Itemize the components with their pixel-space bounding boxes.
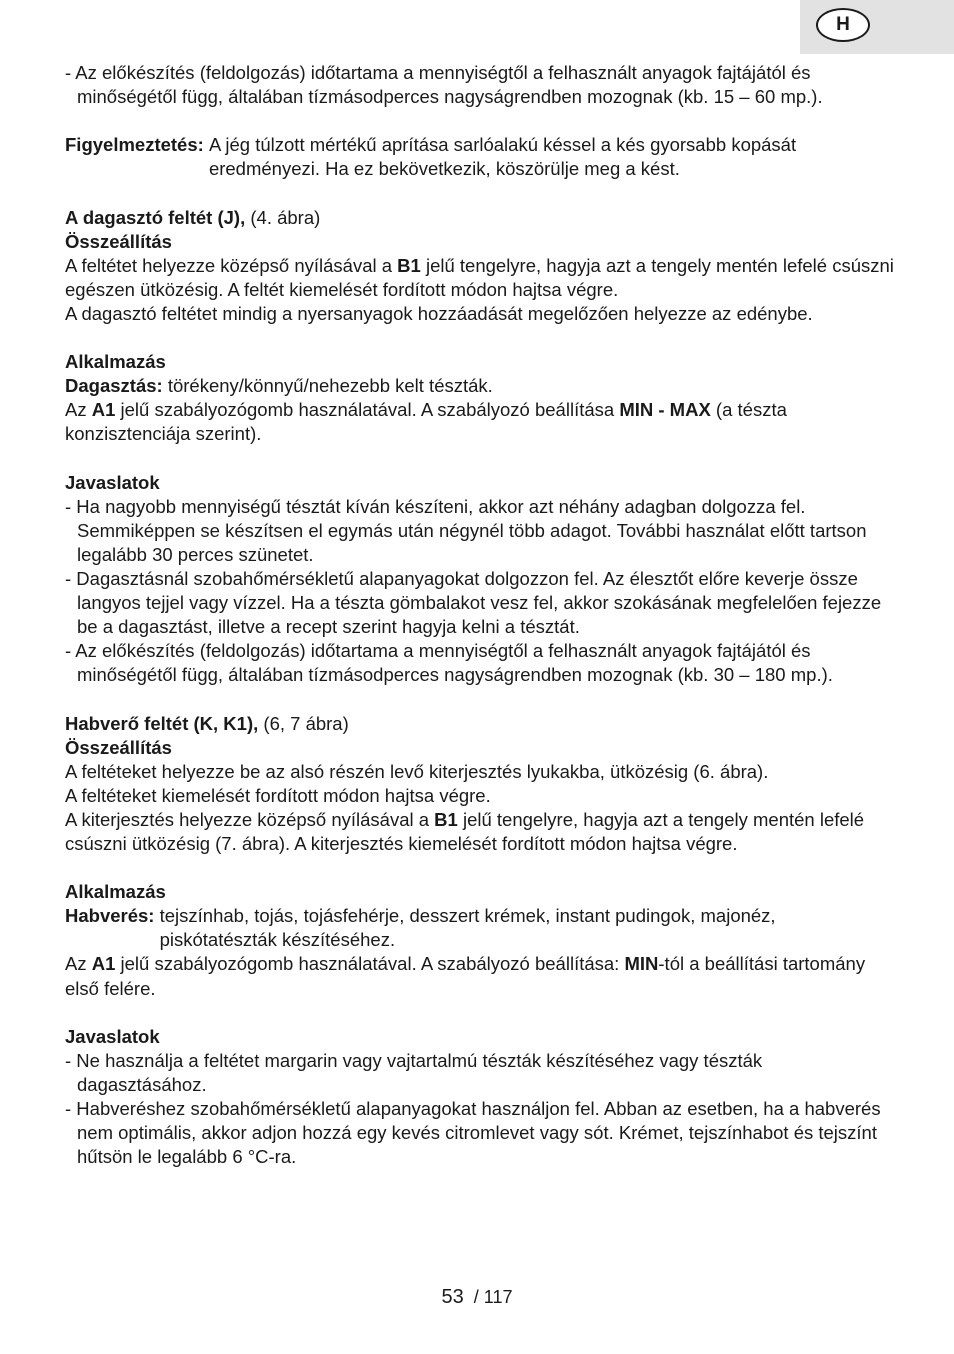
language-badge: H [816, 8, 870, 42]
section-title-kneading: A dagasztó feltét (J), (4. ábra) [65, 206, 321, 228]
page-content [65, 61, 895, 1169]
paragraph: A feltétet helyezze középső nyílásával a B1 jelű tengelyre, hagyja azt a tengely mentén lefelé csúszni egészen ütközésig. A feltét kiemelését fordított módon hajtsa végre. [65, 254, 894, 300]
subheading-usage: Alkalmazás [65, 351, 166, 373]
subheading-assembly: Összeállítás [65, 736, 172, 758]
paragraph: Az A1 jelű szabályozógomb használatával. A szabályozó beállítása: MIN-tól a beállítási tartomány első felére. [65, 953, 866, 999]
list-item: - Ha nagyobb mennyiségű tésztát kíván készíteni, akkor azt néhány adagban dolgozza fel. Semmiképpen se készítsen el egymás után négynél több adagot. További használat előtt tartson legalább 30 perces szünetet. [65, 495, 867, 565]
list-item: - Dagasztásnál szobahőmérsékletű alapanyagokat dolgozzon fel. Az élesztőt előre keverje össze langyos tejjel vagy vízzel. Ha a tészta gömbalakot vesz fel, akkor szokásának megfelelően fejezze be a dagasztást, illetve a recept szerint hagyja kelni a tésztát. [65, 567, 882, 638]
list-item: - Az előkészítés (feldolgozás) időtartama a mennyiségtől a felhasznált anyagok fajtájától és minőségétől függ, általában tízmásodperces nagyságrendben mozognak (kb. 30 – 180 mp.). [65, 640, 833, 686]
subheading-assembly: Összeállítás [65, 230, 172, 252]
subheading-usage: Alkalmazás [65, 881, 166, 903]
subheading-tips: Javaslatok [65, 1025, 160, 1047]
total-pages: / 117 [473, 1287, 513, 1307]
paragraph: Dagasztás: törékeny/könnyű/nehezebb kelt tészták. [65, 375, 493, 397]
section-title-whisk: Habverő feltét (K, K1), (6, 7 ábra) [65, 712, 349, 734]
warning-note [65, 133, 895, 181]
paragraph: A kiterjesztés helyezze középső nyílásával a B1 jelű tengelyre, hagyja azt a tengely mentén lefelé csúszni ütközésig (7. ábra). A kiterjesztés kiemelését fordított módon hajtsa végre. [65, 808, 865, 854]
paragraph: A dagasztó feltétet mindig a nyersanyagok hozzáadását megelőzően helyezze az edénybe. [65, 302, 813, 324]
current-page: 53 [441, 1286, 464, 1308]
page-number [0, 1286, 954, 1309]
whipping-usage [65, 904, 895, 952]
paragraph: Az A1 jelű szabályozógomb használatával. A szabályozó beállítása MIN - MAX (a tészta konzisztenciája szerint). [65, 399, 787, 445]
whipping-text: tejszínhab, tojás, tojásfehérje, desszert krémek, instant pudingok, majonéz, piskótatészták készítéséhez. [159, 905, 776, 951]
subheading-tips: Javaslatok [65, 471, 160, 493]
paragraph: A feltéteket kiemelését fordított módon hajtsa végre. [65, 784, 491, 806]
paragraph: A feltéteket helyezze be az alsó részén levő kiterjesztés lyukakba, ütközésig (6. ábra). [65, 760, 769, 782]
list-item: - Az előkészítés (feldolgozás) időtartama a mennyiségtől a felhasznált anyagok fajtájától és minőségétől függ, általában tízmásodperces nagyságrendben mozognak (kb. 15 – 60 mp.). [65, 62, 823, 108]
list-item: - Ne használja a feltétet margarin vagy vajtartalmú tészták készítéséhez vagy tészták dagasztásához. [65, 1049, 763, 1095]
warning-label: Figyelmeztetés: [65, 134, 209, 156]
list-item: - Habveréshez szobahőmérsékletű alapanyagokat használjon fel. Abban az esetben, ha a habverés nem optimális, akkor adjon hozzá egy kevés citromlevet vagy sót. Krémet, tejszínhabot és tejszínt hűtsön le legalább 6 °C-ra. [65, 1098, 881, 1168]
whipping-label: Habverés: [65, 905, 160, 927]
warning-text: A jég túlzott mértékű aprítása sarlóalakú késsel a kés gyorsabb kopását eredményezi. Ha ez bekövetkezik, köszörülje meg a kést. [208, 134, 797, 180]
